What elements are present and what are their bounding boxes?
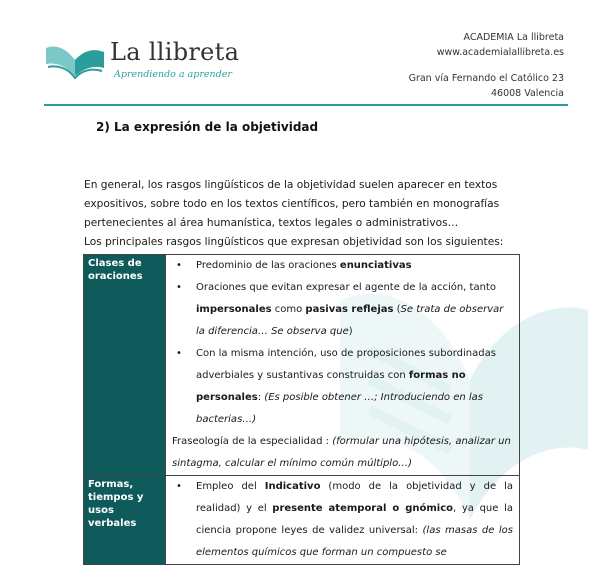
academy-street: Gran vía Fernando el Católico 23 <box>408 73 564 84</box>
header-divider <box>44 104 568 106</box>
academy-address <box>409 30 564 101</box>
academy-website: www.academialallibreta.es <box>436 47 564 58</box>
brand-name: La llibreta <box>110 38 240 66</box>
category-cell: Formas, tiempos y usos verbales <box>84 476 166 565</box>
table-row <box>84 255 520 476</box>
description-cell <box>166 476 520 565</box>
list-item: • Oraciones que evitan expresar el agente de la acción, tanto impersonales como pasivas reflejas (Se trata de observar la diferencia… Se observa que) <box>172 277 513 343</box>
brand-tagline: Aprendiendo a aprender <box>114 69 232 80</box>
table-row <box>84 476 520 565</box>
list-item: • Con la misma intención, uso de proposiciones subordinadas adverbiales y sustantivas construidas con formas no personales: (Es posible obtener …; Introduciendo en las bacterias…) <box>172 343 513 431</box>
intro-paragraph: En general, los rasgos lingüísticos de la objetividad suelen aparecer en textos expositivos, sobre todo en los textos científicos, pero también en monografías pertenecientes al área humanística, textos legales o administrativos… <box>84 179 500 229</box>
brand-logo <box>44 36 264 86</box>
intro-lead-in: Los principales rasgos lingüísticos que expresan objetividad son los siguientes: <box>84 236 504 248</box>
page-header <box>0 0 600 106</box>
objectivity-features-table <box>83 254 520 565</box>
section-title: 2) La expresión de la objetividad <box>96 120 319 134</box>
list-item: • Empleo del Indicativo (modo de la objetividad y de la realidad) y el presente atemporal o gnómico, ya que la ciencia propone leyes de validez universal: (las masas de los elementos químicos que forman un compuesto se <box>172 476 513 564</box>
category-cell: Clases de oraciones <box>84 255 166 476</box>
phraseology-note: Fraseología de la especialidad : (formular una hipótesis, analizar un sintagma, calcular el mínimo común múltiplo…) <box>172 436 511 469</box>
academy-city: 46008 Valencia <box>490 88 564 99</box>
academy-name: ACADEMIA La llibreta <box>463 32 564 43</box>
description-cell <box>166 255 520 476</box>
open-book-icon <box>44 40 106 80</box>
list-item: • Predominio de las oraciones enunciativas <box>172 255 513 277</box>
